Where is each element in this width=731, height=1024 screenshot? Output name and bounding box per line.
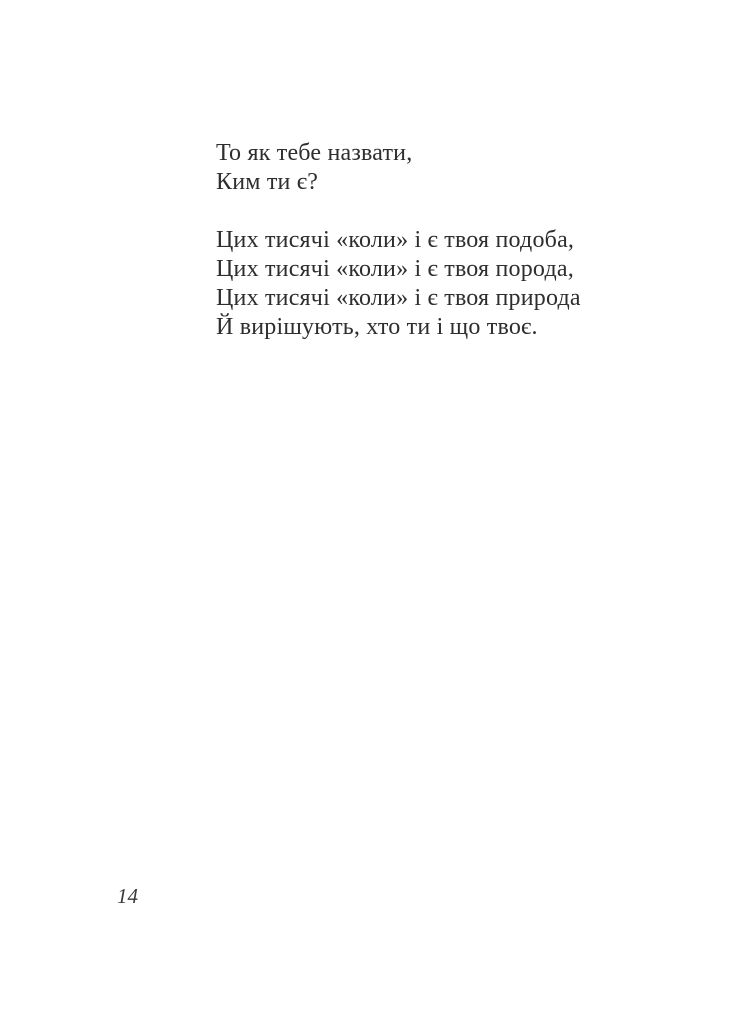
poem-stanza-2 [216,226,581,342]
poem-line: Цих тисячі «коли» і є твоя подоба, [216,227,575,253]
poem-stanza-1 [216,139,581,197]
poem-line: То як тебе назвати, [216,140,413,166]
poem-line: Цих тисячі «коли» і є твоя порода, [216,256,574,282]
poem-line: Й вирішують, хто ти і що твоє. [216,314,538,340]
poem-line: Ким ти є? [216,169,319,195]
poem-line: Цих тисячі «коли» і є твоя природа [216,285,581,311]
page-number: 14 [117,884,138,908]
poem-text [216,139,581,342]
